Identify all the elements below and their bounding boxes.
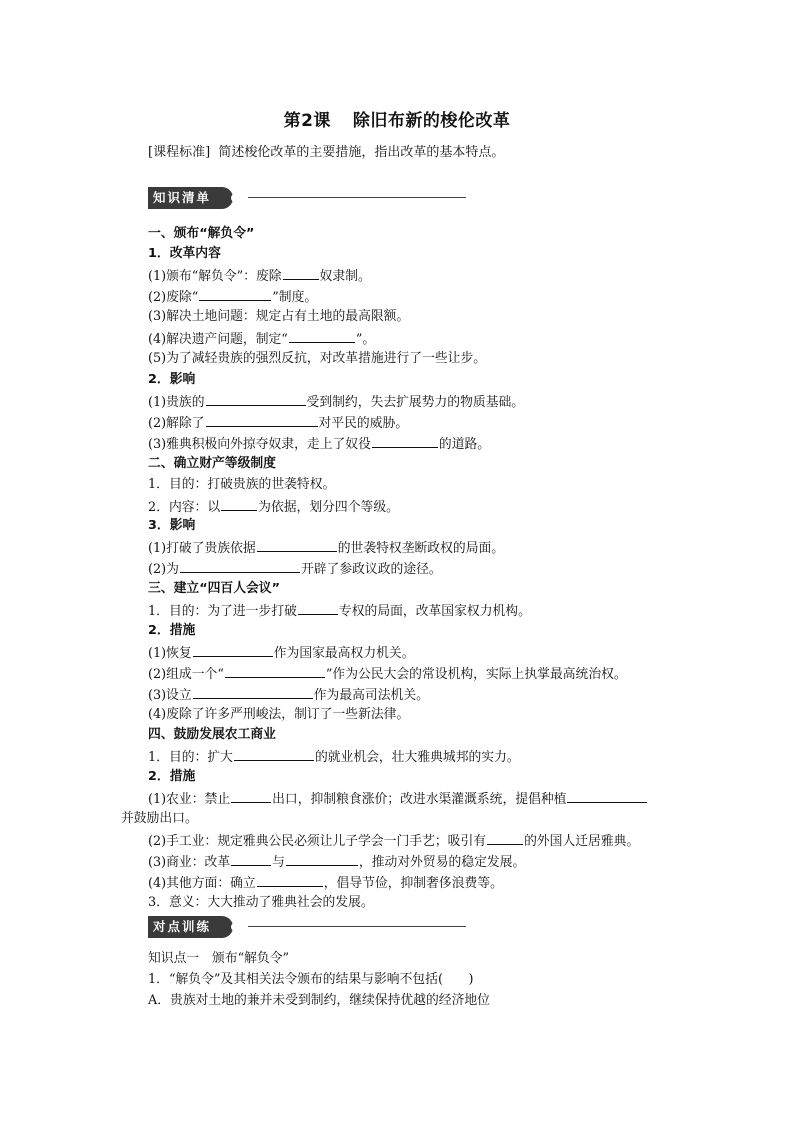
fill-line: (1)贵族的 受到制约，失去扩展势力的物质基础。 [148, 395, 525, 410]
fill-line: (2)手工业：规定雅典公民必须让儿子学会一门手艺；吸引有 的外国人迁居雅典。 [148, 834, 640, 849]
answer-blank[interactable] [199, 288, 271, 301]
answer-blank[interactable] [234, 748, 314, 761]
fill-line: (2)组成一个“ ”作为公民大会的常设机构，实际上执掌最高统治权。 [148, 667, 627, 682]
topic-heading: 知识点一 颁布“解负令” [148, 951, 290, 966]
standard-label: [课程标准] [148, 145, 211, 160]
subheading: 2．措施 [148, 623, 196, 638]
banner-dot-icon [231, 194, 239, 202]
question-1: 1．“解负令”及其相关法令颁布的结果与影响不包括( ) [148, 972, 474, 987]
section-heading: 四、鼓励发展农工商业 [148, 727, 276, 742]
fill-line: (2)废除“ ”制度。 [148, 290, 318, 305]
answer-blank[interactable] [221, 498, 257, 511]
banner-label: 对点训练 [148, 916, 233, 938]
section-heading: 三、建立“四百人会议” [148, 581, 280, 596]
banner-rule [248, 197, 466, 198]
text-line: (3)解决土地问题：规定占有土地的最高限额。 [148, 309, 410, 324]
fill-line: (3)商业：改革 与 ，推动对外贸易的稳定发展。 [148, 855, 526, 870]
standard-text: 简述梭伦改革的主要措施，指出改革的基本特点。 [218, 145, 505, 160]
knowledge-list-banner [148, 187, 468, 209]
option-a[interactable]: A．贵族对土地的兼并未受到制约，继续保持优越的经济地位 [148, 993, 490, 1008]
text-line: 3．意义：大大推动了雅典社会的发展。 [148, 895, 374, 910]
answer-blank[interactable] [286, 853, 358, 866]
answer-blank[interactable] [289, 330, 355, 343]
banner-dot-icon [231, 923, 239, 931]
answer-blank[interactable] [206, 414, 318, 427]
subheading: 2．措施 [148, 769, 196, 784]
answer-blank[interactable] [180, 560, 300, 573]
answer-blank[interactable] [567, 790, 647, 803]
text-line: 1．目的：打破贵族的世袭特权。 [148, 477, 336, 492]
text-line: (4)废除了许多严刑峻法，制订了一些新法律。 [148, 707, 410, 722]
answer-blank[interactable] [231, 790, 271, 803]
banner-label: 知识清单 [148, 187, 233, 209]
answer-blank[interactable] [257, 874, 323, 887]
text-line: (5)为了减轻贵族的强烈反抗，对改革措施进行了一些让步。 [148, 351, 487, 366]
subheading: 1．改革内容 [148, 246, 221, 261]
answer-blank[interactable] [206, 393, 306, 406]
banner-rule [248, 926, 466, 927]
answer-blank[interactable] [257, 539, 337, 552]
text-line: 并鼓励出口。 [121, 811, 198, 826]
practice-banner [148, 916, 468, 938]
fill-line: 2．内容：以 为依据，划分四个等级。 [148, 500, 399, 515]
subheading: 2．影响 [148, 372, 196, 387]
fill-line: (1)恢复 作为国家最高权力机关。 [148, 646, 415, 661]
answer-blank[interactable] [193, 644, 273, 657]
fill-line: (4)其他方面：确立 ，倡导节俭，抑制奢侈浪费等。 [148, 876, 503, 891]
fill-line: (2)为 开辟了参政议政的途径。 [148, 562, 442, 577]
fill-line: (1)打破了贵族依据 的世袭特权垄断政权的局面。 [148, 541, 505, 556]
section-heading: 一、颁布“解负令” [148, 226, 255, 241]
section-heading: 二、确立财产等级制度 [148, 456, 276, 471]
answer-blank[interactable] [298, 602, 338, 615]
fill-line: (3)设立 作为最高司法机关。 [148, 688, 429, 703]
fill-line: (1)颁布“解负令”：废除 奴隶制。 [148, 269, 371, 284]
subheading: 3．影响 [148, 518, 196, 533]
fill-line: (3)雅典积极向外掠夺奴隶，走上了奴役 的道路。 [148, 437, 491, 452]
answer-blank[interactable] [231, 853, 271, 866]
fill-line: (1)农业：禁止 出口，抑制粮食涨价；改进水渠灌溉系统，提倡种植 [148, 790, 648, 808]
fill-line: 1．目的：为了进一步打破 专权的局面，改革国家权力机构。 [148, 604, 531, 619]
answer-blank[interactable] [283, 267, 319, 280]
lesson-title [0, 106, 794, 131]
fill-line: (4)解决遗产问题，制定“ ”。 [148, 332, 376, 347]
lesson-name: 除旧布新的梭伦改革 [352, 111, 511, 131]
answer-blank[interactable] [487, 832, 523, 845]
answer-blank[interactable] [193, 686, 313, 699]
lesson-number: 第2课 [283, 111, 331, 131]
answer-blank[interactable] [225, 665, 325, 678]
curriculum-standard [148, 141, 504, 160]
fill-line: 1．目的：扩大 的就业机会，壮大雅典城邦的实力。 [148, 750, 520, 765]
fill-line: (2)解除了 对平民的威胁。 [148, 416, 409, 431]
answer-blank[interactable] [372, 435, 438, 448]
